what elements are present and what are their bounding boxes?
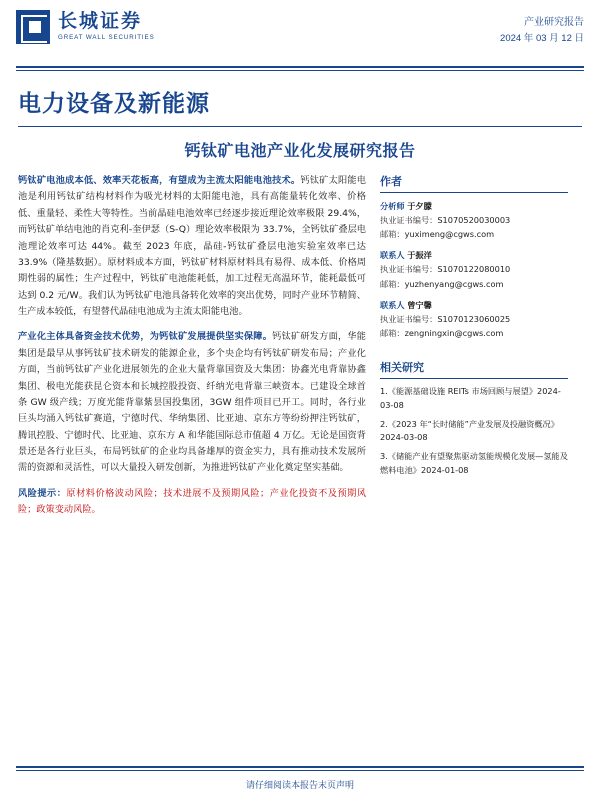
footer-disclaimer: 请仔细阅读本报告末页声明 <box>245 780 354 791</box>
author-cert-label: 执业证书编号： <box>380 215 438 226</box>
author-role-name <box>380 199 568 213</box>
risk-notice-label: 风险提示： <box>18 487 67 499</box>
author-cert-label: 执业证书编号： <box>380 313 438 324</box>
author-role: 联系人 <box>380 250 405 261</box>
author-email-label: 邮箱： <box>380 229 405 240</box>
author-name: 于振洋 <box>407 250 432 261</box>
related-item[interactable]: 2.《2023 年“长时储能”产业发展及投融资概况》2024-03-08 <box>380 418 559 443</box>
author-name: 曾宁馨 <box>407 299 432 310</box>
author-name: 于夕朦 <box>407 201 432 211</box>
author-cert-number: S1070123060025 <box>437 313 511 324</box>
author-email-line <box>380 277 568 291</box>
author-cert-number: S1070122080010 <box>437 264 511 275</box>
author-cert-label: 执业证书编号： <box>380 264 438 275</box>
footer-divider-thin <box>16 770 584 771</box>
author-email-line <box>380 227 568 241</box>
risk-notice <box>18 486 366 519</box>
report-date: 2024 年 03 月 12 日 <box>500 33 584 44</box>
header-meta <box>500 10 584 47</box>
author-email[interactable]: yuzhenyang@cgws.com <box>404 278 504 289</box>
author-email-line <box>380 326 568 340</box>
paragraph-1-lead: 钙钛矿电池成本低、效率天花板高，有望成为主流太阳能电池技术。 <box>18 175 301 186</box>
author-email[interactable]: yuximeng@cgws.com <box>404 229 495 240</box>
author-entry <box>380 199 568 241</box>
title-block <box>0 71 600 162</box>
content-columns <box>0 161 600 528</box>
brand-logo <box>16 10 155 44</box>
related-item[interactable]: 3.《储能产业有望聚焦驱动氢能规模化发展—氢能及燃料电池》2024-01-08 <box>380 451 568 475</box>
brand-name-en: GREAT WALL SECURITIES <box>58 34 155 42</box>
paragraph-2-lead: 产业化主体具备资金技术优势，为钙钛矿发展提供坚实保障。 <box>18 331 273 343</box>
page-header <box>0 0 600 66</box>
report-type: 产业研究报告 <box>524 17 584 28</box>
brand-name-cn: 长城证券 <box>58 10 143 33</box>
paragraph-2-text: 钙钛矿研发方面，华能集团是最早从事钙钛矿技术研发的能源企业，多个央企均有钙钛矿研发布局；产业化方面，当前钙钛矿产业化进展领先的企业大量背靠国资及大集团：协鑫光电背靠协鑫集团、极电光能获昆仑资本和长城控股投资、纤纳光电背靠三峡资本。已建设全球首条 GW 级产线；万度光能背靠紫昙国投集团，3GW 组件项目已开工。同时，各行业巨头均涌入钙钛矿赛道，宁德时代、华纳集团、比亚迪、京东方等纷纷押注钙钛矿，腾讯控股、宁德时代、比亚迪、京东方 A 和华能国际总市值超 4 万亿。无论是国资背景还是各行业巨头，布局钙钛矿的企业均具备雄厚的资金实力，具有推动技术发展所需的资源和灵活性，可以大量投入研发创新，为推进钙钛矿产业化奠定坚实基础。 <box>18 331 366 474</box>
paragraph-1-text: 钙钛矿太阳能电池是利用钙钛矿结构材料作为吸光材料的太阳能电池，具有高能量转化效率、价格低、重量轻、柔性大等特性。当前晶硅电池效率已经逐步接近理论效率极限 29.4%，而钙钛矿单结电池的肖克利-奎伊瑟（S-Q）理论效率极限为 33.7%，全钙钛矿叠层电池理论效率可达 44%。截至 2023 年底，晶硅-钙钛矿叠层电池实验室效率已达 33.9%（隆基数据）。原材料成本方面，钙钛矿材料原材料具有易得、成本低、价格周期性弱的属性；生产过程中，钙钛矿电池能耗低，加工过程无高温环节，能耗最低可达到 0.2 元/W。我们认为钙钛矿电池具备转化效率的突出优势，同时产业环节精简、生产成本较低，有望替代晶硅电池成为主流太阳能电池。 <box>18 175 366 317</box>
risk-notice-text: 原材料价格波动风险；技术进展不及预期风险；产业化投资不及预期风险；政策变动风险。 <box>18 487 367 516</box>
author-cert-line <box>380 213 568 227</box>
author-cert-line <box>380 262 568 276</box>
author-email-label: 邮箱： <box>380 278 405 289</box>
great-wall-logo-icon <box>16 10 50 44</box>
author-role-name <box>380 298 568 312</box>
page-footer <box>0 766 600 800</box>
paragraph-2 <box>18 329 366 476</box>
author-role: 分析师 <box>380 201 405 211</box>
page-subtitle: 钙钛矿电池产业化发展研究报告 <box>184 141 416 160</box>
header-divider <box>16 66 584 68</box>
panel-spacer <box>380 347 568 359</box>
related-heading: 相关研究 <box>380 359 568 379</box>
author-email[interactable]: zengningxin@cgws.com <box>404 327 504 338</box>
author-email-label: 邮箱： <box>380 327 405 338</box>
side-panel <box>380 173 568 528</box>
footer-divider <box>16 766 584 768</box>
author-entry <box>380 298 568 340</box>
author-role-name <box>380 248 568 262</box>
paragraph-1 <box>18 173 366 320</box>
main-content <box>18 173 366 528</box>
author-role: 联系人 <box>380 299 405 310</box>
author-cert-number: S1070520030003 <box>437 215 511 226</box>
brand-text <box>58 12 155 41</box>
author-entry <box>380 248 568 290</box>
page-title: 电力设备及新能源 <box>18 90 210 117</box>
related-item[interactable]: 1.《能源基础设施 REITs 市场回顾与展望》2024-03-08 <box>380 385 561 410</box>
author-cert-line <box>380 312 568 326</box>
authors-heading: 作者 <box>380 173 568 193</box>
title-underline <box>18 126 582 128</box>
